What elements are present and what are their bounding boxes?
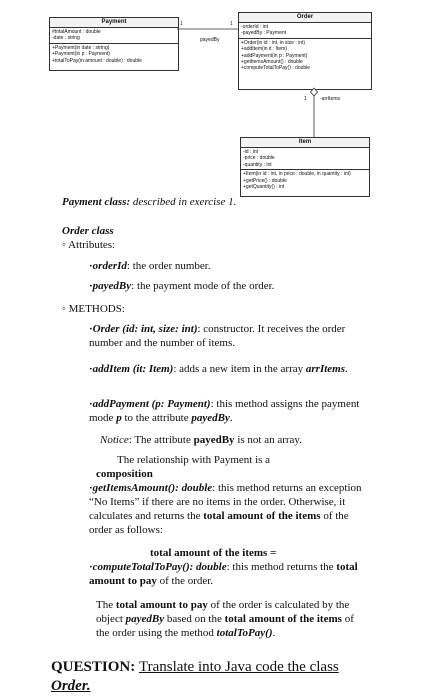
para-text: . (272, 627, 276, 639)
relationship-text: The relationship with Payment is a (117, 454, 271, 466)
uml-method: +Payment(in date : string) (52, 44, 110, 51)
method-desc-end: of the order as follows: (89, 510, 349, 536)
method-getitemsamount: ·getItemsAmount(): double: this method returns an exception “No Items” if there are no items in the order. Otherwise, it calculates and returns the total amount of the items of the order as follows: (89, 482, 362, 536)
multiplicity-item: 1 (304, 96, 307, 102)
bullet-icon: ◦ (62, 239, 66, 251)
para-text: of the order is calculated by the object (96, 599, 350, 625)
question-order-word: Order. (51, 678, 91, 694)
method-signature: Order (id: int, size: int) (92, 323, 198, 335)
method-signature: getItemsAmount(): double (92, 482, 213, 494)
composition-label: composition (96, 468, 153, 480)
attribute-name: payedBy (92, 280, 132, 292)
notice-label: Notice (100, 434, 129, 446)
uml-method: +totalToPay(in amount : double) : double (52, 57, 142, 64)
uml-attribute: -payedBy : Payment (241, 30, 287, 37)
uml-connectors (0, 0, 424, 200)
method-desc-emphasis: total amount to pay (89, 561, 358, 587)
method-desc-emphasis: p (116, 412, 122, 424)
method-desc: : this method returns an exception “No Items” if there are no items in the order. Otherwise, it calculates and returns the (89, 482, 362, 522)
attribute-name: orderId (92, 260, 127, 272)
payment-note-text: described in exercise 1. (130, 196, 237, 208)
question (51, 658, 339, 677)
methods-label (62, 302, 125, 316)
method-order-constructor: ·Order (id: int, size: int): constructor. It receives the order number and the number of items. (89, 323, 346, 349)
method-additem: ·addItem (it: Item): adds a new item in the array arrItems. (89, 363, 348, 375)
method-desc-end: . (229, 412, 233, 424)
notice-attr: payedBy (193, 434, 235, 446)
uml-method: +computeTotalToPay() : double (241, 65, 311, 72)
question-text-line2 (51, 677, 91, 696)
method-desc: : this method returns the (226, 561, 337, 573)
method-desc-emphasis: total amount of the items (203, 510, 321, 522)
uml-attribute: -date : string (52, 35, 80, 42)
uml-method: +Payment(in p : Payment) (52, 51, 110, 58)
method-desc-end: . (345, 363, 348, 375)
association-label-payedby: payedBy (200, 37, 220, 43)
method-addpayment: ·addPayment (p: Payment): this method assigns the payment mode p to the attribute payedBy. (89, 398, 360, 424)
method-signature: addItem (it: Item) (92, 363, 174, 375)
method-desc-emphasis: arrItems (305, 363, 346, 375)
association-label-arritems: -arrItems (320, 96, 340, 102)
uml-method: +Order(in id : int, in size : int) (241, 39, 306, 46)
question-text: Translate into Java code the class (138, 659, 339, 675)
uml-method: +getQuantity() : int (243, 184, 285, 191)
para-text: based on the (164, 613, 225, 625)
method-desc: : adds a new item in the array (173, 363, 306, 375)
uml-class-title: Order (239, 13, 371, 23)
attributes-label (62, 238, 115, 252)
method-signature: addPayment (p: Payment) (92, 398, 211, 410)
payment-class-note (62, 195, 236, 209)
bullet-icon: ◦ (62, 303, 66, 315)
uml-method: +Item(in id : int, in price : double, in quantity : int) (243, 171, 351, 178)
uml-attribute: -quantity : int (243, 161, 272, 168)
para-emphasis: total amount of the items (224, 613, 342, 625)
multiplicity-right: 1 (230, 21, 233, 27)
question-label: QUESTION: (51, 659, 136, 675)
para-text: of the order using the method (96, 613, 354, 639)
method-desc: to the attribute (121, 412, 192, 424)
uml-method: +addItem(in it : Item) (241, 46, 287, 53)
methods-label-text: METHODS: (68, 303, 125, 315)
para-text: The (96, 599, 116, 611)
uml-class-title: Item (241, 138, 369, 148)
uml-method: +getPrice() : double (243, 177, 287, 184)
notice (100, 433, 302, 447)
attributes-label-text: Attributes: (68, 239, 116, 251)
para-emphasis: totalToPay() (216, 627, 273, 639)
method-signature: computeTotalToPay(): double (92, 561, 227, 573)
multiplicity-left: 1 (180, 21, 183, 27)
method-desc-emphasis: payedBy (191, 412, 230, 424)
para-emphasis: payedBy (125, 613, 165, 625)
para-emphasis: total amount to pay (115, 599, 208, 611)
formula: total amount of the items = (150, 547, 277, 559)
total-calculation-paragraph (96, 598, 366, 640)
uml-attribute: -price : double (243, 155, 275, 162)
attribute-desc: : the order number. (126, 260, 211, 272)
uml-attribute: #totalAmount : double (52, 29, 101, 35)
aggregation-diamond-icon (311, 88, 318, 96)
method-desc: : this method assigns the payment mode (89, 398, 360, 424)
notice-text: : The attribute (128, 434, 194, 446)
payment-note-label: Payment class: (62, 196, 131, 208)
uml-attribute: -id : int (243, 149, 259, 155)
method-desc-end: of the order. (156, 575, 214, 587)
attribute-payedby: ·payedBy: the payment mode of the order. (89, 280, 275, 292)
method-desc: : constructor. It receives the order number and the number of items. (89, 323, 346, 349)
uml-attribute: -orderId : int (241, 24, 268, 30)
uml-class-title: Payment (50, 18, 178, 28)
attribute-desc: : the payment mode of the order. (131, 280, 275, 292)
uml-method: +getItemsAmount() : double (241, 59, 303, 66)
notice-end: is not an array. (234, 434, 302, 446)
attribute-orderid: ·orderId: the order number. (89, 260, 211, 272)
order-class-heading: Order class (62, 225, 114, 237)
method-computetotaltopay: ·computeTotalToPay(): double: this method returns the total amount to pay of the order. (89, 561, 358, 587)
uml-method: +addPayment(in p : Payment) (241, 52, 308, 59)
